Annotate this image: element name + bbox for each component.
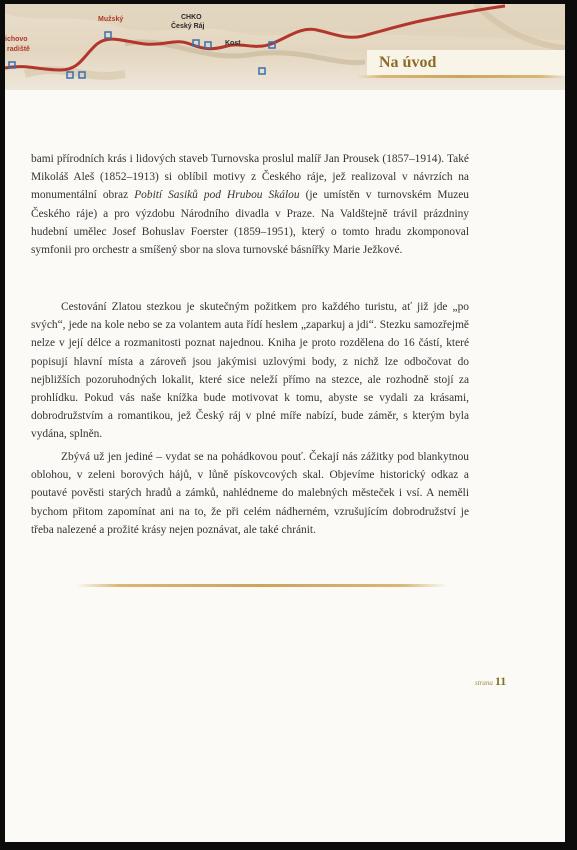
page-number-word: strana (475, 679, 493, 687)
map-label-muzsky: Mužský (98, 16, 124, 23)
section-tab-label: Na úvod (379, 54, 437, 71)
map-label-cesky-raj: Český Ráj (171, 23, 205, 30)
section-tab[interactable] (367, 50, 565, 76)
paragraph-1 (31, 150, 469, 259)
page-number-value: 11 (494, 674, 507, 688)
paragraph-1-text-a: bami přírodních krás i lidových staveb Turnovska proslul malíř Jan Prousek (1857–1914). Také Mikoláš Aleš (1852–1913) si oblíbil motivy z Českého ráje, jež realizoval v návrzích na monumentální obraz (31, 153, 469, 202)
map-label-chko: CHKO (181, 14, 202, 21)
page-number (475, 672, 506, 690)
book-page (5, 4, 565, 842)
paragraph-3: Zbývá už jen jediné – vydat se na pohádkovou pouť. Čekají nás zážitky pod blankytnou oblohou, v zeleni borových hájů, v lůně pískovcových skal. Objevíme historický odkaz a poutavé pověsti starých hradů a zámků, nahlédneme do malebných městeček i vsí. A neměli bychom přitom zapomínat ani na to, že při celém nádherném, vzrušujícím dobrodružství je třeba nalezené a prožité krásy nejen poznávat, ale také chránit. (31, 451, 469, 536)
map-label-hradiste-top: ichovo (5, 36, 28, 43)
footer-divider (75, 584, 447, 587)
paragraph-2: Cestování Zlatou stezkou je skutečným požitkem pro každého turistu, ať již jde „po svých“, jede na kole nebo se za volantem auta řídí heslem „zaparkuj a jdi“. Stezku samozřejmě nelze v její délce a rozmanitosti poznat najednou. Kniha je proto rozdělena do 16 částí, které popisují hlavní místa a zároveň jsou jakýmisi uzlovými body, z nichž lze odbočovat do nejbližších pozoruhodných lokalit, které sice neleží přímo na stezce, ale rozhodně stojí za prohlídku. Pokud vás naše knížka bude motivovat k tomu, abyste se vydali za krásami, dobrodružstvím a romantikou, jež Český ráj v plné míře nabízí, bude záměr, s kterým byla vydána, splněn. (31, 301, 469, 441)
map-label-kost: Kost (225, 40, 241, 47)
map-label-hradiste-bottom: radiště (7, 46, 30, 53)
header-divider (357, 75, 565, 78)
scan-edge (565, 4, 577, 850)
artwork-title: Pobití Sasiků pod Hrubou Skálou (134, 189, 300, 202)
paragraph-1-text-b: (je umístěn v turnovském Muzeu Českého ráje) a pro výzdobu Národního divadla v Praze. Na Valdštejně trávil prázdniny hudební umělec Josef Bohuslav Foerster (1859–1951), který o tomto hradu zkomponoval symfonii pro orchestr a smíšený sbor na slova turnovské básnířky Marie Ježkové. (31, 189, 470, 257)
